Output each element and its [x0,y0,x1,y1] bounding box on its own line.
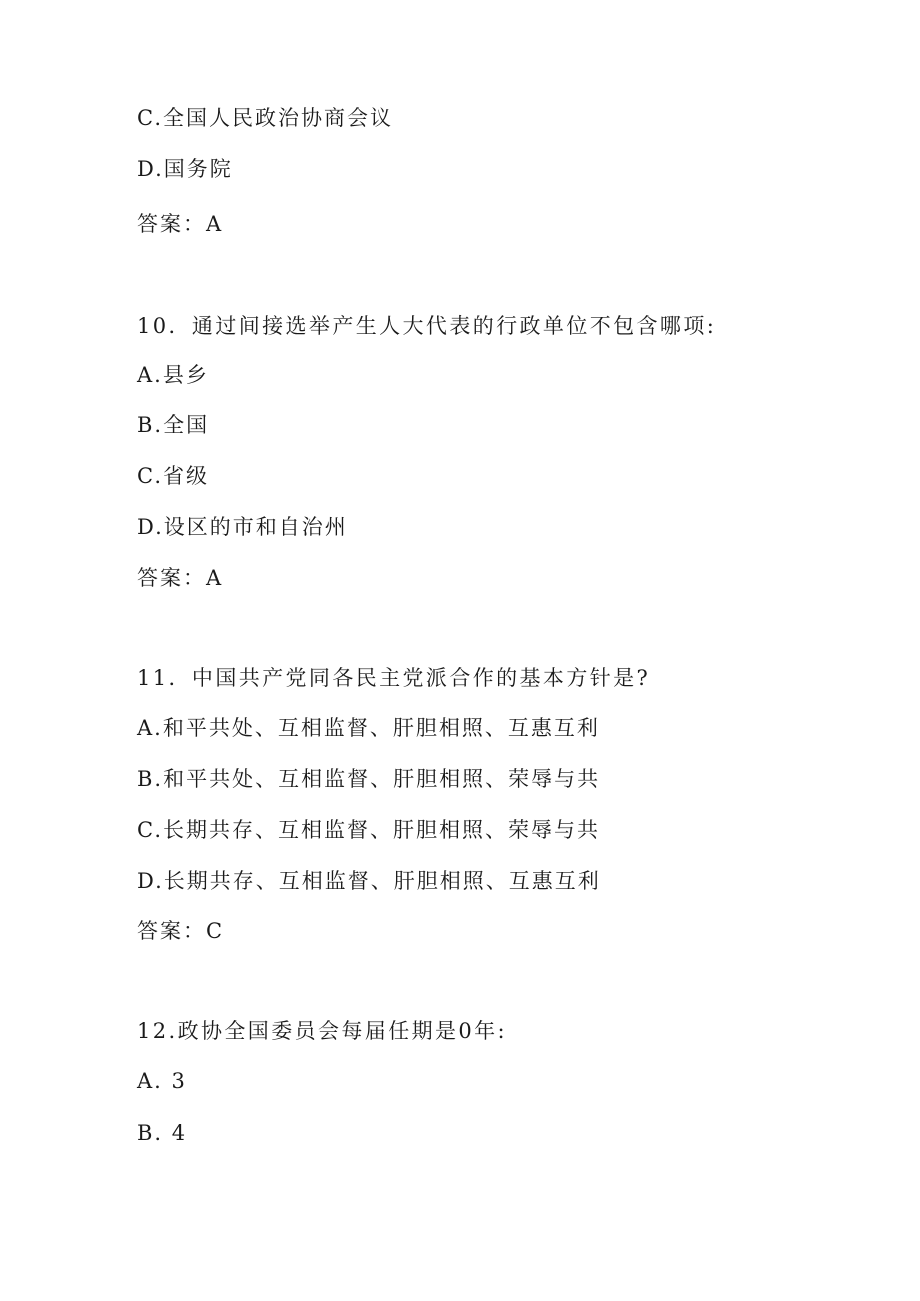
q10-answer: 答案：A [137,566,224,590]
q10-option-b: B.全国 [137,413,210,437]
q12-option-a: A. 3 [137,1069,187,1093]
question-12: 12.政协全国委员会每届任期是0年: [137,1019,508,1043]
q10-option-a: A.县乡 [137,363,209,387]
q11-option-c: C.长期共存、互相监督、肝胆相照、荣辱与共 [137,818,600,842]
question-10: 10．通过间接选举产生人大代表的行政单位不包含哪项: [137,314,717,338]
q10-option-d: D.设区的市和自治州 [137,515,348,539]
option-c-prev: C.全国人民政治协商会议 [137,106,393,130]
q11-option-b: B.和平共处、互相监督、肝胆相照、荣辱与共 [137,767,601,791]
option-d-prev: D.国务院 [137,157,233,181]
q12-option-b: B. 4 [137,1121,188,1145]
q11-answer: 答案：C [137,919,225,943]
q11-option-d: D.长期共存、互相监督、肝胆相照、互惠互利 [137,869,601,893]
answer-prev: 答案：A [137,212,224,236]
q10-option-c: C.省级 [137,464,209,488]
q11-option-a: A.和平共处、互相监督、肝胆相照、互惠互利 [137,716,600,740]
question-11: 11．中国共产党同各民主党派合作的基本方针是? [137,666,651,690]
